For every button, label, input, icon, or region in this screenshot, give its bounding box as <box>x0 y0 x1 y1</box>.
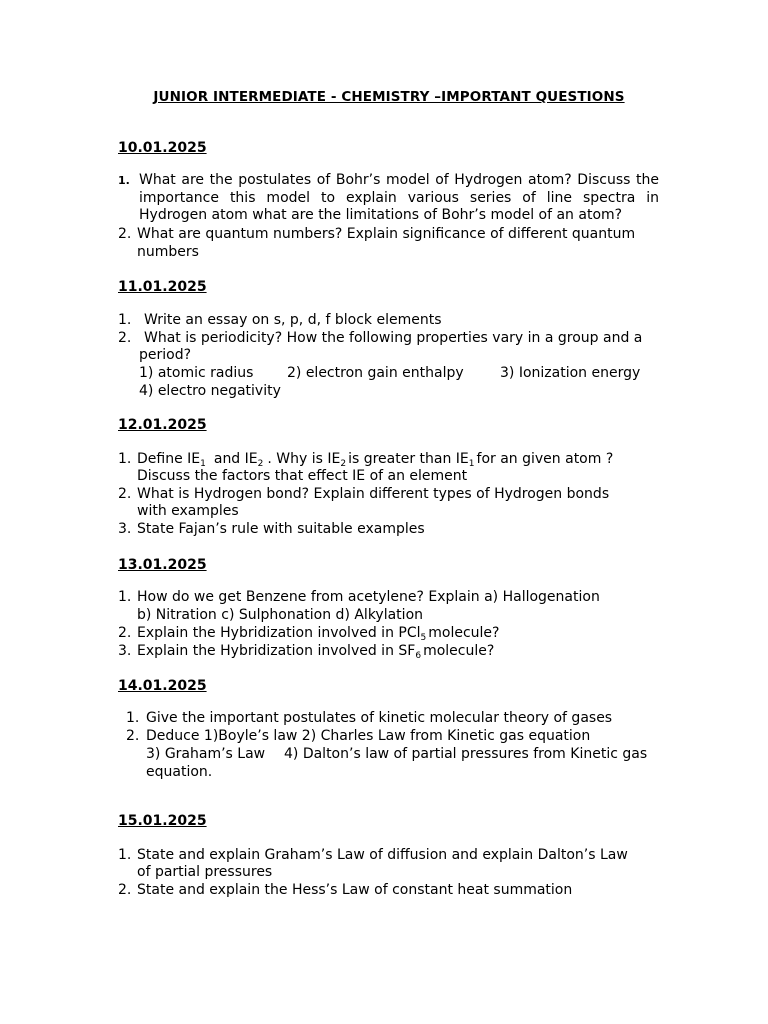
question-line: numbers <box>137 244 199 260</box>
text-part: and IE <box>213 451 258 467</box>
question-number: 1. <box>118 589 132 605</box>
subscript: 5 <box>420 633 427 643</box>
question-number: 3. <box>118 643 132 659</box>
question-line <box>137 624 499 642</box>
question-number: 1. <box>118 312 132 328</box>
question-line: Deduce 1)Boyle’s law 2) Charles Law from Kinetic gas equation <box>146 728 591 744</box>
question-number: 1. <box>126 710 140 726</box>
question-line: State Fajan’s rule with suitable examples <box>137 521 425 537</box>
question-line: Write an essay on s, p, d, f block elements <box>144 312 442 328</box>
section-date-6: 15.01.2025 <box>118 813 207 829</box>
subscript: 2 <box>340 459 347 469</box>
question-number: 2. <box>118 882 132 898</box>
section-date-3: 12.01.2025 <box>118 417 207 433</box>
section-date-2: 11.01.2025 <box>118 279 207 295</box>
question-line: What is periodicity? How the following properties vary in a group and a <box>144 330 643 346</box>
question-line: Hydrogen atom what are the limitations of Bohr’s model of an atom? <box>139 207 623 223</box>
text-part: molecule? <box>423 643 495 659</box>
text-part: is greater than IE <box>348 451 469 467</box>
question-number: 2. <box>118 330 132 346</box>
question-line: period? <box>139 347 192 363</box>
question-number: 2. <box>118 486 132 502</box>
question-line: What are quantum numbers? Explain significance of different quantum <box>137 226 636 242</box>
property-item: 3) Ionization energy <box>500 365 641 381</box>
property-item: 1) atomic radius <box>139 365 254 381</box>
question-number: 2. <box>118 226 132 242</box>
question-line: equation. <box>146 764 213 780</box>
question-line: State and explain the Hess’s Law of constant heat summation <box>137 882 573 898</box>
text-part: molecule? <box>428 625 500 641</box>
subscript: 2 <box>257 459 264 469</box>
property-item: 2) electron gain enthalpy <box>287 365 464 381</box>
section-date-5: 14.01.2025 <box>118 678 207 694</box>
question-line: Give the important postulates of kinetic molecular theory of gases <box>146 710 613 726</box>
question-number: 1. <box>118 174 130 187</box>
question-line: of partial pressures <box>137 864 273 880</box>
section-date-4: 13.01.2025 <box>118 557 207 573</box>
text-part: . Why is IE <box>267 451 341 467</box>
section-date-1: 10.01.2025 <box>118 140 207 156</box>
text-part: Define IE <box>137 451 201 467</box>
property-item: 4) electro negativity <box>139 383 281 399</box>
question-number: 2. <box>126 728 140 744</box>
subscript: 1 <box>468 459 475 469</box>
question-number: 3. <box>118 521 132 537</box>
question-line: importance this model to explain various series of line spectra in <box>139 190 659 206</box>
question-line: 4) Dalton’s law of partial pressures from Kinetic gas <box>284 746 648 762</box>
question-line: 3) Graham’s Law <box>146 746 266 762</box>
subscript: 1 <box>200 459 206 469</box>
text-part: Explain the Hybridization involved in SF <box>137 643 416 659</box>
question-line <box>137 642 494 660</box>
question-number: 1. <box>118 451 132 467</box>
question-line: What is Hydrogen bond? Explain different types of Hydrogen bonds <box>137 486 610 502</box>
document-title: JUNIOR INTERMEDIATE - CHEMISTRY –IMPORTANT QUESTIONS <box>153 89 625 105</box>
text-part: Explain the Hybridization involved in PCl <box>137 625 421 641</box>
text-part: for an given atom ? <box>476 451 614 467</box>
subscript: 6 <box>415 651 422 661</box>
question-line: State and explain Graham’s Law of diffusion and explain Dalton’s Law <box>137 847 628 863</box>
question-number: 1. <box>118 847 132 863</box>
question-line: with examples <box>137 503 239 519</box>
question-line: Discuss the factors that effect IE of an element <box>137 468 468 484</box>
question-line: b) Nitration c) Sulphonation d) Alkylation <box>137 607 424 623</box>
question-number: 2. <box>118 625 132 641</box>
question-line: How do we get Benzene from acetylene? Explain a) Hallogenation <box>137 589 600 605</box>
question-line <box>137 450 613 468</box>
question-line: What are the postulates of Bohr’s model of Hydrogen atom? Discuss the <box>139 172 659 188</box>
